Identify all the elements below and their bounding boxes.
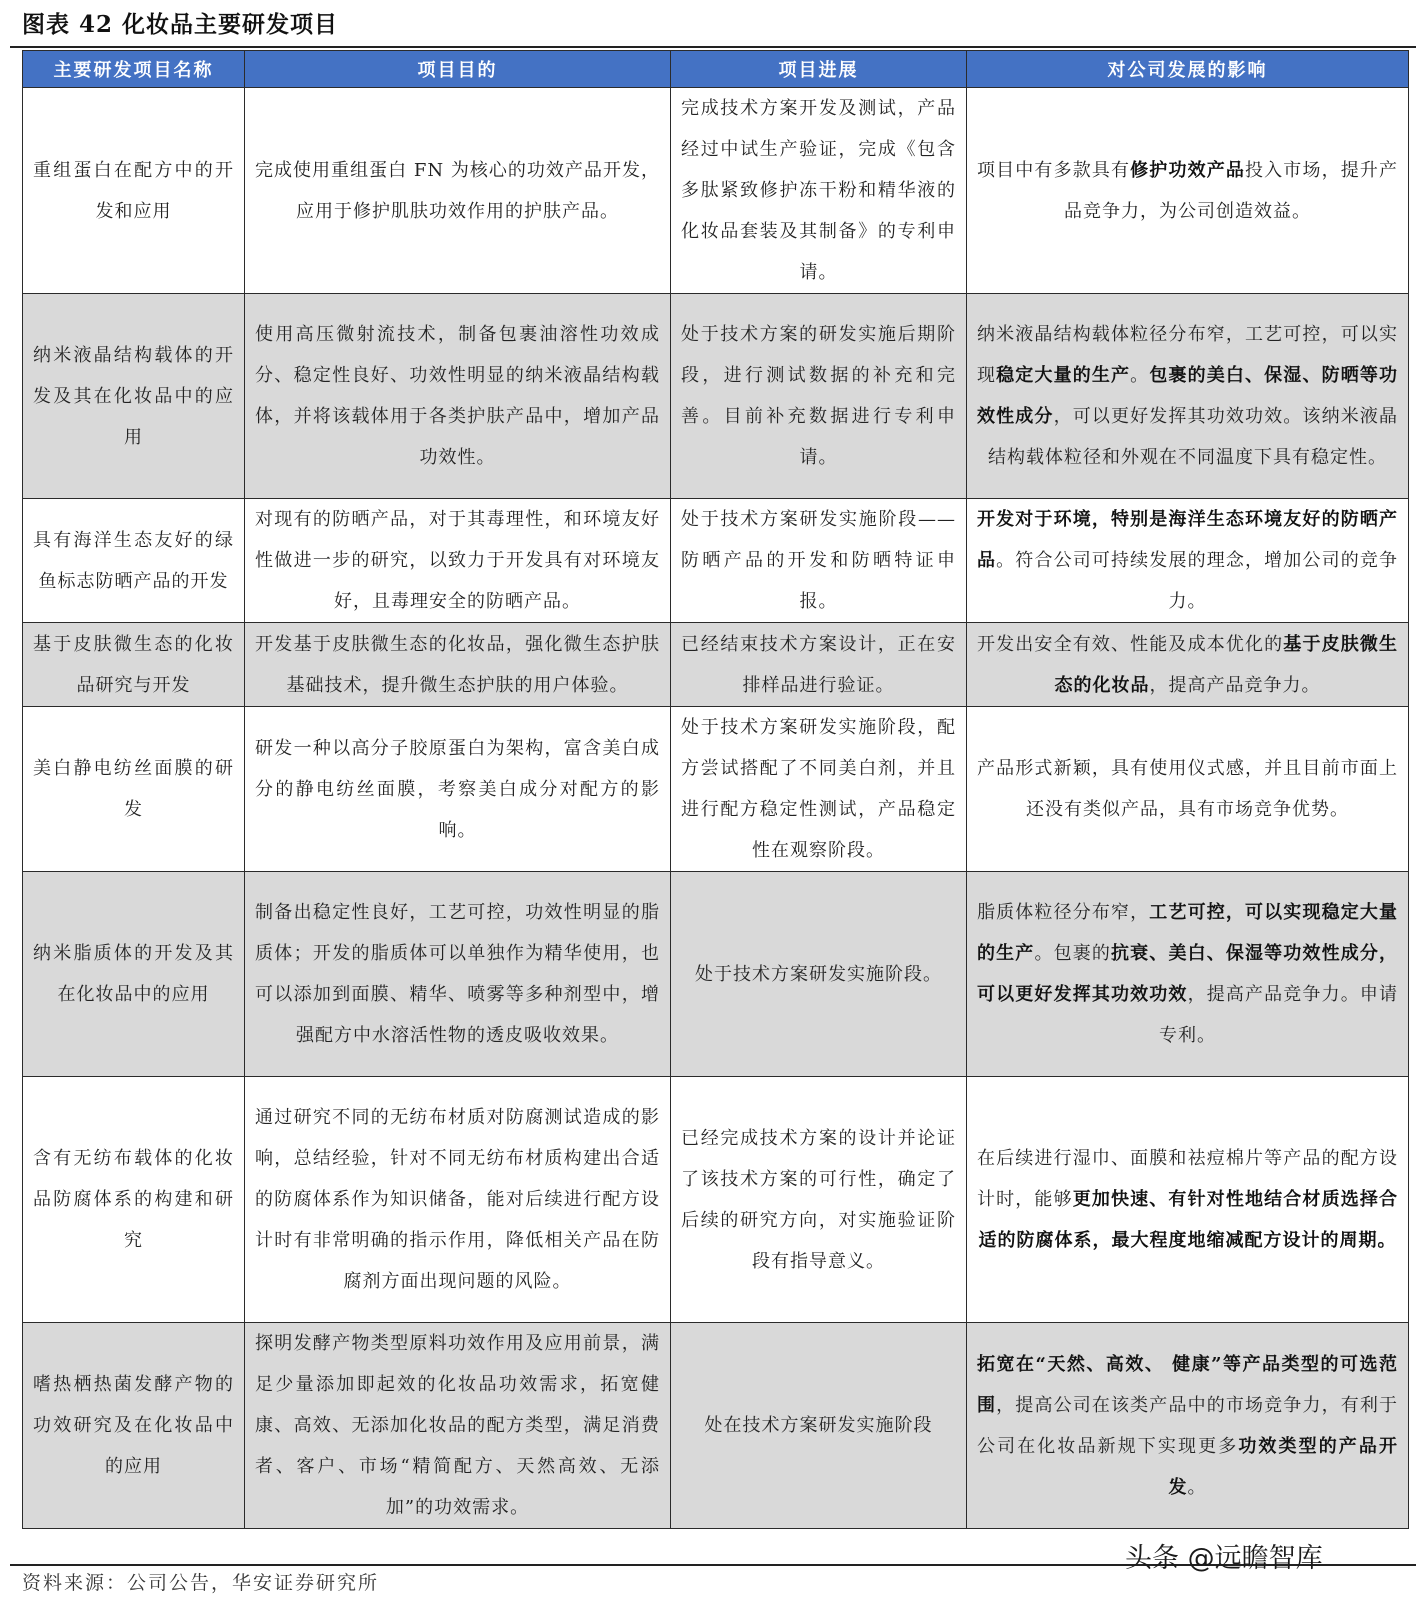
watermark: 头条 @远瞻智库 [1125,1543,1323,1574]
project-name-cell: 美白静电纺丝面膜的研发 [23,707,245,872]
impact-emphasis: 开发对于环境，特别是海洋生态环境友好的防晒产品 [977,509,1398,571]
progress-cell: 处于技术方案研发实施阶段，配方尝试搭配了不同美白剂，并且进行配方稳定性测试，产品稳定性在观察阶段。 [671,707,967,872]
progress-cell: 处于技术方案的研发实施后期阶段，进行测试数据的补充和完善。目前补充数据进行专利申请。 [671,294,967,499]
table-row [23,294,1409,499]
impact-cell [967,1077,1409,1323]
header-progress: 项目进展 [671,51,967,88]
impact-emphasis: 更加快速、有针对性地结合材质选择合适的防腐体系，最大程度地缩减配方设计的周期。 [978,1189,1399,1251]
title-divider [10,46,1416,48]
table-row [23,707,1409,872]
project-name-cell: 重组蛋白在配方中的开发和应用 [23,88,245,294]
purpose-cell: 完成使用重组蛋白 FN 为核心的功效产品开发，应用于修护肌肤功效作用的护肤产品。 [245,88,671,294]
progress-cell: 已经完成技术方案的设计并论证了该技术方案的可行性，确定了后续的研究方向，对实施验证阶段有指导意义。 [671,1077,967,1323]
project-name-cell: 具有海洋生态友好的绿鱼标志防晒产品的开发 [23,499,245,623]
project-name-cell: 纳米脂质体的开发及其在化妆品中的应用 [23,872,245,1077]
impact-text: 在后续进行湿巾、面膜和祛痘棉片等产品的配方设计时，能够 [977,1148,1398,1210]
impact-emphasis: 功效类型的产品开发 [1168,1435,1399,1498]
rd-projects-table [22,50,1409,1529]
progress-cell: 处于技术方案研发实施阶段。 [671,872,967,1077]
impact-emphasis: 拓宽在“天然、高效、 健康”等产品类型的可选范围 [977,1353,1398,1416]
impact-emphasis: 抗衰、美白、保湿等功效性成分，可以更好发挥其功效功效 [977,943,1399,1005]
impact-emphasis: 修护功效产品 [1130,159,1246,181]
project-name-cell: 含有无纺布载体的化妆品防腐体系的构建和研究 [23,1077,245,1323]
table-row [23,623,1409,707]
progress-cell: 完成技术方案开发及测试，产品经过中试生产验证，完成《包含多肽紧致修护冻干粉和精华液的化妆品套装及其制备》的专利申请。 [671,88,967,294]
project-name-cell: 嗜热栖热菌发酵产物的功效研究及在化妆品中的应用 [23,1323,245,1529]
impact-emphasis: 稳定大量的生产 [996,365,1131,386]
project-name-cell: 基于皮肤微生态的化妆品研究与开发 [23,623,245,707]
impact-text: ，提高公司在该类产品中的市场竞争力，有利于公司在化妆品新规下实现更多 [977,1394,1399,1457]
impact-cell [967,623,1409,707]
impact-text: ，提高产品竞争力。 [1149,674,1321,696]
source-note: 资料来源：公司公告，华安证券研究所 [22,1572,380,1594]
purpose-cell: 研发一种以高分子胶原蛋白为架构，富含美白成分的静电纺丝面膜，考察美白成分对配方的影响。 [245,707,671,872]
impact-text: ，提高产品竞争力。申请专利。 [1159,984,1399,1046]
impact-text: 脂质体粒径分布窄， [977,902,1150,923]
impact-text: 。 [1130,365,1150,386]
impact-cell [967,499,1409,623]
purpose-cell: 制备出稳定性良好，工艺可控，功效性明显的脂质体；开发的脂质体可以单独作为精华使用，也可以添加到面膜、精华、喷雾等多种剂型中，增强配方中水溶活性物的透皮吸收效果。 [245,872,671,1077]
table-row [23,88,1409,294]
impact-cell [967,872,1409,1077]
figure-title: 图表 42 化妆品主要研发项目 [22,11,339,38]
impact-cell [967,707,1409,872]
impact-text: ，可以更好发挥其功效功效。该纳米液晶结构载体粒径和外观在不同温度下具有稳定性。 [988,406,1399,468]
purpose-cell: 使用高压微射流技术，制备包裹油溶性功效成分、稳定性良好、功效性明显的纳米液晶结构载体，并将该载体用于各类护肤产品中，增加产品功效性。 [245,294,671,499]
progress-cell: 处于技术方案研发实施阶段——防晒产品的开发和防晒特证申报。 [671,499,967,623]
header-impact: 对公司发展的影响 [967,51,1409,88]
impact-text: 项目中有多款具有 [977,159,1131,181]
purpose-cell: 探明发酵产物类型原料功效作用及应用前景，满足少量添加即起效的化妆品功效需求，拓宽健康、高效、无添加化妆品的配方类型，满足消费者、客户、市场“精简配方、天然高效、无添加”的功效需求。 [245,1323,671,1529]
header-purpose: 项目目的 [245,51,671,88]
impact-text: 纳米液晶结构载体粒径分布窄，工艺可控，可以实现 [977,324,1398,386]
impact-emphasis: 包裹的美白、保湿、防晒等功效性成分 [977,365,1399,427]
progress-cell: 已经结束技术方案设计，正在安排样品进行验证。 [671,623,967,707]
purpose-cell: 通过研究不同的无纺布材质对防腐测试造成的影响，总结经验，针对不同无纺布材质构建出合适的防腐体系作为知识储备，能对后续进行配方设计时有非常明确的指示作用，降低相关产品在防腐剂方面出现问题的风险。 [245,1077,671,1323]
progress-cell: 处在技术方案研发实施阶段 [671,1323,967,1529]
impact-cell [967,1323,1409,1529]
impact-text: 。包裹的 [1034,943,1112,964]
header-project-name: 主要研发项目名称 [23,51,245,88]
table-row [23,1323,1409,1529]
impact-text: 投入市场，提升产品竞争力，为公司创造效益。 [1064,159,1399,222]
table-row [23,872,1409,1077]
purpose-cell: 对现有的防晒产品，对于其毒理性，和环境友好性做进一步的研究，以致力于开发具有对环境友好，且毒理安全的防晒产品。 [245,499,671,623]
table-row [23,1077,1409,1323]
table-row [23,499,1409,623]
project-name-cell: 纳米液晶结构载体的开发及其在化妆品中的应用 [23,294,245,499]
impact-text: 。符合公司可持续发展的理念，增加公司的竞争力。 [996,550,1399,612]
impact-text: 开发出安全有效、性能及成本优化的 [977,633,1284,655]
impact-emphasis: 工艺可控，可以实现稳定大量的生产 [977,902,1399,964]
impact-cell [967,88,1409,294]
impact-text: 产品形式新颖，具有使用仪式感，并且目前市面上还没有类似产品，具有市场竞争优势。 [977,758,1398,820]
table-header-row [23,51,1409,88]
impact-text: 。 [1187,1476,1207,1498]
purpose-cell: 开发基于皮肤微生态的化妆品，强化微生态护肤基础技术，提升微生态护肤的用户体验。 [245,623,671,707]
impact-emphasis: 基于皮肤微生态的化妆品 [1054,633,1399,696]
impact-cell [967,294,1409,499]
